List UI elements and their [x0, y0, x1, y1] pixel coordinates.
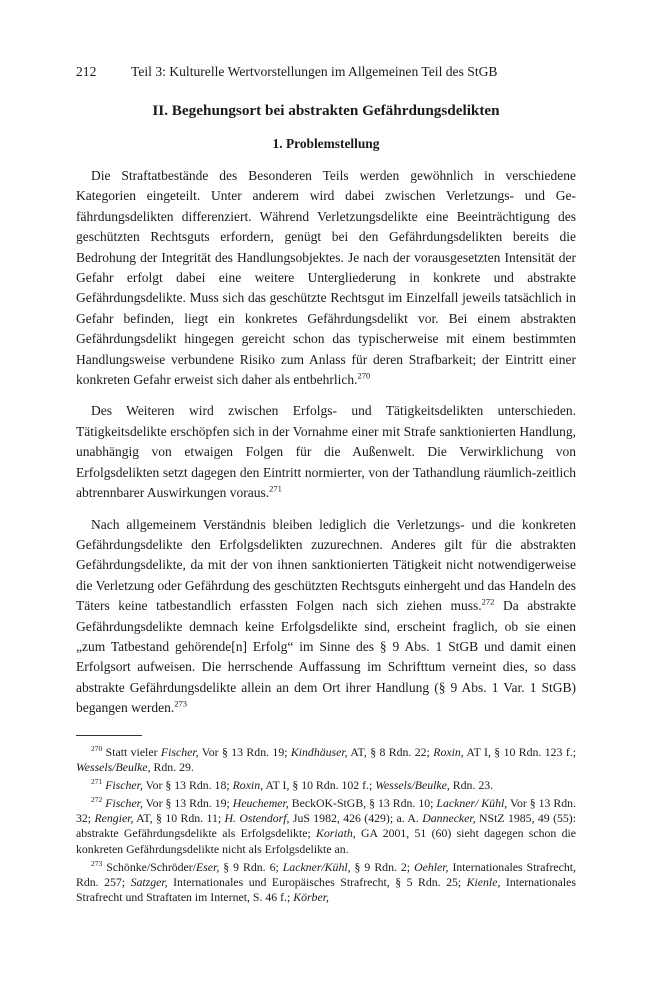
footnote-author: Eser, [196, 859, 220, 874]
running-head [76, 62, 576, 82]
footnote-author: Kindhäuser, [290, 744, 348, 759]
footnote-author: Roxin, [433, 744, 464, 759]
subsection-heading: 1. Problemstellung [272, 136, 380, 151]
footnote-ref[interactable]: 272 [481, 596, 495, 607]
paragraph-3 [76, 515, 576, 719]
footnote-text: NStZ 1985, 49 (55): abstrakte Gefährdungsdelikte als Erfolgsdelikte; [76, 810, 576, 841]
footnotes [76, 745, 576, 906]
footnote-ref[interactable]: 273 [174, 698, 187, 709]
footnote-author: Fischer, [105, 795, 143, 810]
footnote-author: Kienle, [466, 874, 501, 889]
footnote-author: Wessels/Beulke, [375, 777, 450, 792]
footnote-author: Fischer, [160, 744, 199, 759]
footnote-author: Fischer, [105, 777, 143, 792]
footnote-ref[interactable]: 271 [269, 483, 282, 494]
page [76, 62, 576, 908]
section-heading: II. Begehungsort bei abstrakten Gefährdungsdelikten [152, 102, 500, 119]
footnote-divider [76, 735, 142, 736]
footnote-text: BeckOK-StGB, § 13 Rdn. 10; [288, 795, 437, 810]
footnote-number: 270 [91, 743, 103, 753]
footnote-author: Dannecker, [422, 810, 476, 825]
footnote-text: Rdn. 23. [449, 777, 494, 792]
footnote-text: Vor § 13 Rdn. 18; [142, 777, 233, 792]
footnote-text: Internationales Strafrecht und Straftaten im Internet, S. 46 f.; [76, 874, 576, 905]
footnote-text: AT I, § 10 Rdn. 123 f.; [463, 744, 576, 759]
footnote-text: AT, § 8 Rdn. 22; [347, 744, 434, 759]
footnote-270 [76, 745, 576, 776]
footnote-author: Lackner/ Kühl, [436, 795, 508, 810]
footnote-number: 272 [91, 794, 103, 804]
footnote-author: Satzger, [130, 874, 168, 889]
footnote-text: § 9 Rdn. 2; [350, 859, 415, 874]
footnote-number: 271 [91, 776, 103, 786]
footnote-text: Vor § 13 Rdn. 19; [198, 744, 291, 759]
footnote-text: Schönke/Schröder/ [102, 859, 196, 874]
footnote-number: 273 [91, 858, 103, 868]
paragraph-text: Da abstrakte Gefährdungsdelikte demnach keine Erfolgsdelikte sind, erscheint fraglich, ob sie einen „zum Tatbestand gehörende[n] Erfolg“ im Sinne des § 9 Abs. 1 StGB und damit einen Erfolgsort aufweisen. Die herrschende Auffassung im Schrifttum verneint dies, so dass abstrakte Gefährdungsdelikte allein an dem Ort ihrer Handlung (§ 9 Abs. 1 Var. 1 StGB) begangen werden. [76, 598, 576, 716]
paragraph-text: Des Weiteren wird zwischen Erfolgs- und Tätigkeitsdelikten unterschieden. Tätigkeitsdelikte erschöpfen sich in der Vornahme einer mit Strafe sanktionierten Handlung, unabhängig von etwaigen Folgen für die Außenwelt. Die Verwirklichung von Erfolgsdelikten setzt dagegen den Eintritt normierter, von der Tathandlung räumlich-zeitlich abtrennbarer Auswirkungen voraus. [76, 403, 576, 501]
footnote-text: JuS 1982, 426 (429); a. A. [289, 810, 423, 825]
footnote-author: Körber, [293, 890, 329, 905]
footnote-text: Vor § 13 Rdn. 32; [76, 795, 577, 825]
footnote-author: Rengier, [94, 810, 134, 825]
footnote-ref[interactable]: 270 [357, 370, 371, 381]
footnote-text: Statt vieler [102, 744, 161, 759]
footnote-271 [76, 778, 576, 793]
paragraph-text: Die Straftatbestände des Besonderen Teils werden gewöhnlich in verschiedene Kategorien eingeteilt. Unter anderem wird dabei zwischen Verletzungs- und Gefährdungsdelikten differenziert. Während Verletzungsdelikte eine Beeinträchtigung des geschützten Rechtsguts erfordern, genügt bei den Gefährdungsdelikten bereits die Bedrohung der Integrität des Handlungsobjektes. Je nach der vorausgesetzten Intensität der Gefahr erfolgt dabei eine weitere Untergliederung in konkrete und abstrakte Gefährdungsdelikte. Muss sich das geschützte Rechtsgut im Einzelfall jeweils tatsächlich in Gefahr befinden, liegt ein konkretes Gefährdungsdelikt vor. Bei einem abstrakten Gefährdungsdelikt hingegen gereicht schon das typischerweise mit einem bestimmten Handlungsweise verbundene Risiko zum Anlass für deren Strafbarkeit; der Eintritt einer konkreten Gefahr erweist sich daher als entbehrlich. [76, 168, 576, 388]
footnote-273 [76, 860, 576, 906]
footnote-272 [76, 796, 576, 858]
footnote-text: Vor § 13 Rdn. 19; [142, 795, 233, 810]
paragraph-2 [76, 401, 576, 503]
footnote-author: Roxin, [232, 777, 264, 792]
footnote-author: Koriath, [316, 826, 356, 841]
footnote-text: AT I, § 10 Rdn. 102 f.; [263, 777, 376, 792]
paragraph-1 [76, 166, 576, 390]
footnote-text: Internationales Strafrecht, Rdn. 257; [76, 859, 576, 889]
footnote-text: Rdn. 29. [150, 759, 194, 774]
paragraph-text: Nach allgemeinem Verständnis bleiben lediglich die Verletzungs- und die konkreten Gefährdungsdelikte den Erfolgsdelikten zuzurechnen. Anderes gilt für die abstrakten Gefährdungsdelikte, da mit der von ihnen sanktionierten Tätigkeit nicht notwendigerweise die Verletzung oder Gefährdung des geschützten Rechtsguts einhergeht und das Handeln des Täters keine tatbestandlich erfassten Folgen nach sich ziehen muss. [76, 516, 576, 614]
page-number: 212 [76, 64, 97, 79]
footnote-text: Internationales und Europäisches Strafrecht, § 5 Rdn. 25; [167, 874, 467, 889]
footnote-text: § 9 Rdn. 6; [219, 859, 283, 874]
footnote-text: GA 2001, 51 (60) sieht dagegen schon die konkreten Gefährdungsdelikte nicht als Erfolgsdelikte an. [76, 826, 576, 856]
footnote-text: AT, § 10 Rdn. 11; [133, 810, 225, 825]
footnote-author: H. Ostendorf, [224, 810, 290, 825]
running-title: Teil 3: Kulturelle Wertvorstellungen im Allgemeinen Teil des StGB [131, 64, 498, 79]
footnote-author: Heuchemer, [232, 795, 289, 810]
footnote-author: Oehler, [414, 859, 449, 874]
footnote-author: Wessels/Beulke, [76, 759, 151, 774]
footnote-author: Lackner/Kühl, [282, 859, 351, 874]
